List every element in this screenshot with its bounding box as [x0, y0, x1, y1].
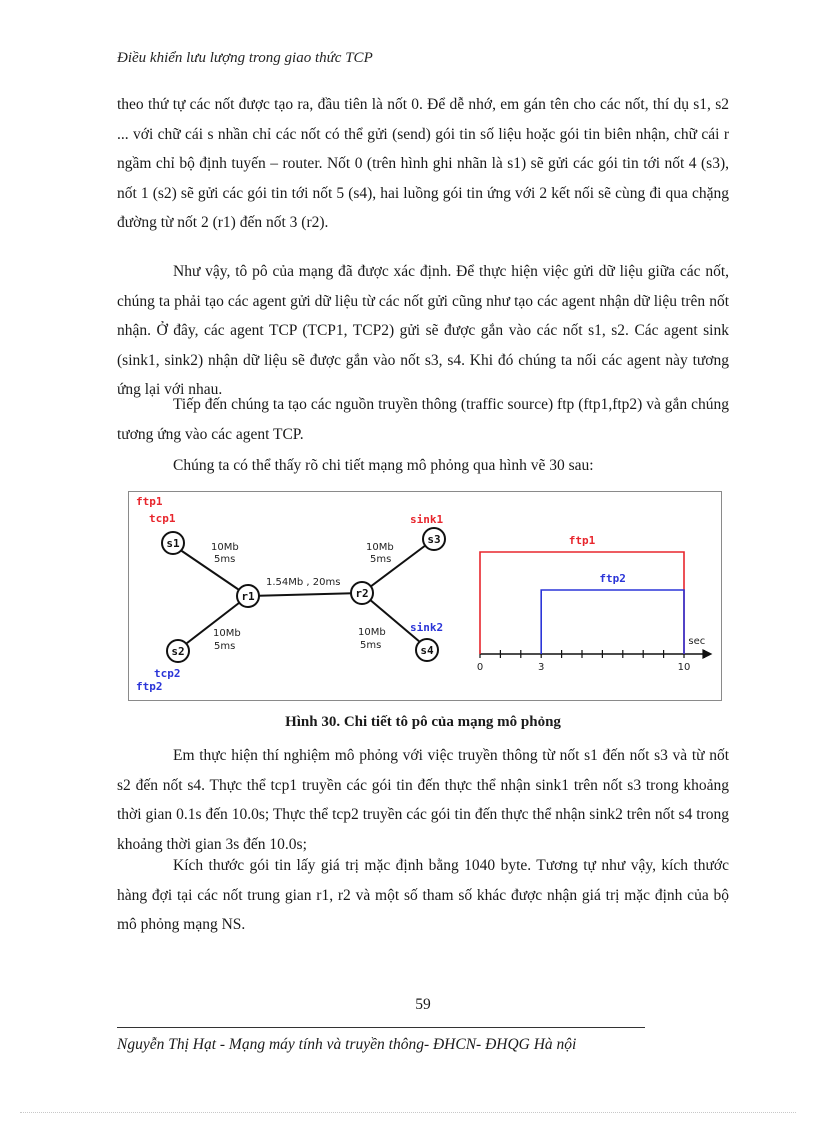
label-tcp1: tcp1	[149, 512, 176, 525]
timeline-tick-label: 3	[538, 662, 545, 673]
paragraph-6: Kích thước gói tin lấy giá trị mặc định bằng 1040 byte. Tương tự như vậy, kích thước hàng đợi tại các nốt trung gian r1, r2 và một số tham số khác được nhận giá trị mặc định của bộ mô phỏng mạng NS.	[117, 857, 729, 933]
link-s3-delay: 5ms	[370, 554, 392, 565]
node-s4-label: s4	[420, 644, 434, 657]
node-s2-label: s2	[171, 645, 185, 658]
footer-author: Nguyễn Thị Hạt - Mạng máy tính và truyền thông- ĐHCN- ĐHQG Hà nội	[117, 1036, 577, 1053]
paragraph-5: Em thực hiện thí nghiệm mô phỏng với việc truyền thông từ nốt s1 đến nốt s3 và từ nốt s2 đến nốt s4. Thực thể tcp1 truyền các gói tin đến thực thể nhận sink1 trên nốt s3 trong khoảng thời gian 0.1s đến 10.0s; Thực thể tcp2 truyền các gói tin đến thực thể nhận sink2 trên nốt s4 trong khoảng thời gian 3s đến 10.0s;	[117, 747, 729, 853]
link-s4-delay: 5ms	[360, 640, 382, 651]
label-ftp1: ftp1	[136, 495, 163, 508]
topology-svg	[129, 492, 721, 700]
running-header: Điều khiển lưu lượng trong giao thức TCP	[117, 50, 373, 66]
traffic-timeline-chart	[477, 534, 713, 673]
paragraph-2: Như vậy, tô pô của mạng đã được xác định. Để thực hiện việc gửi dữ liệu giữa các nốt, chúng ta phải tạo các agent gửi dữ liệu từ các nốt gửi cũng như tạo các agent nhận dữ liệu trên nốt nhận. Ở đây, các agent TCP (TCP1, TCP2) gửi sẽ được gắn vào các nốt s1, s2. Các agent sink (sink1, sink2) nhận dữ liệu sẽ được gắn vào nốt s3, s4. Khi đó chúng ta nối các agent này tương ứng lại với nhau.	[117, 263, 729, 398]
node-s3-label: s3	[427, 533, 441, 546]
figure-caption: Hình 30. Chi tiết tô pô của mạng mô phỏng	[285, 714, 561, 730]
link-s2-delay: 5ms	[214, 641, 236, 652]
link-s3-bw: 10Mb	[366, 542, 394, 553]
link-s4-bw: 10Mb	[358, 627, 386, 638]
link-s2-r1	[178, 596, 248, 650]
link-r1-r2-params: 1.54Mb , 20ms	[266, 577, 341, 588]
timeline-bar-ftp1	[480, 552, 684, 654]
paragraph-4: Chúng ta có thể thấy rõ chi tiết mạng mô phỏng qua hình vẽ 30 sau:	[173, 457, 594, 474]
timeline-series-label-ftp1: ftp1	[568, 534, 596, 547]
timeline-series-label-ftp2: ftp2	[599, 572, 626, 585]
node-r2-label: r2	[355, 587, 369, 600]
page-number: 59	[415, 996, 431, 1013]
node-s1-label: s1	[166, 537, 180, 550]
link-r1-r2	[248, 593, 362, 596]
link-s2-bw: 10Mb	[213, 628, 241, 639]
link-s1-bw: 10Mb	[211, 542, 239, 553]
paragraph-1: theo thứ tự các nốt được tạo ra, đầu tiên là nốt 0. Để dễ nhớ, em gán tên cho các nốt, thí dụ s1, s2 ... với chữ cái s nhần chỉ các nốt có thể gửi (send) gói tin số liệu hoặc gói tin biên nhận, chữ cái r ngầm chỉ bộ định tuyến – router. Nốt 0 (trên hình ghi nhãn là s1) sẽ gửi các gói tin tới nốt 4 (s3), nốt 1 (s2) sẽ gửi các gói tin tới nốt 5 (s4), hai luồng gói tin ứng với 2 kết nối sẽ cùng đi qua chặng đường từ nốt 2 (r1) đến nốt 3 (r2).	[117, 96, 729, 231]
timeline-bar-ftp2	[541, 590, 684, 654]
footer-rule	[117, 1027, 645, 1028]
timeline-x-axis-label: sec	[688, 636, 706, 647]
node-r1-label: r1	[241, 590, 255, 603]
label-sink1: sink1	[410, 513, 444, 526]
timeline-tick-label: 10	[677, 662, 691, 673]
page-bottom-dotted-line	[20, 1112, 796, 1113]
paragraph-3: Tiếp đến chúng ta tạo các nguồn truyền thông (traffic source) ftp (ftp1,ftp2) và gắn chúng tương ứng vào các agent TCP.	[117, 396, 729, 443]
timeline-tick-label: 0	[476, 662, 484, 673]
link-s1-delay: 5ms	[214, 554, 236, 565]
label-tcp2: tcp2	[154, 667, 181, 680]
network-topology-figure	[128, 491, 722, 701]
label-sink2: sink2	[410, 621, 444, 634]
label-ftp2: ftp2	[136, 680, 163, 693]
